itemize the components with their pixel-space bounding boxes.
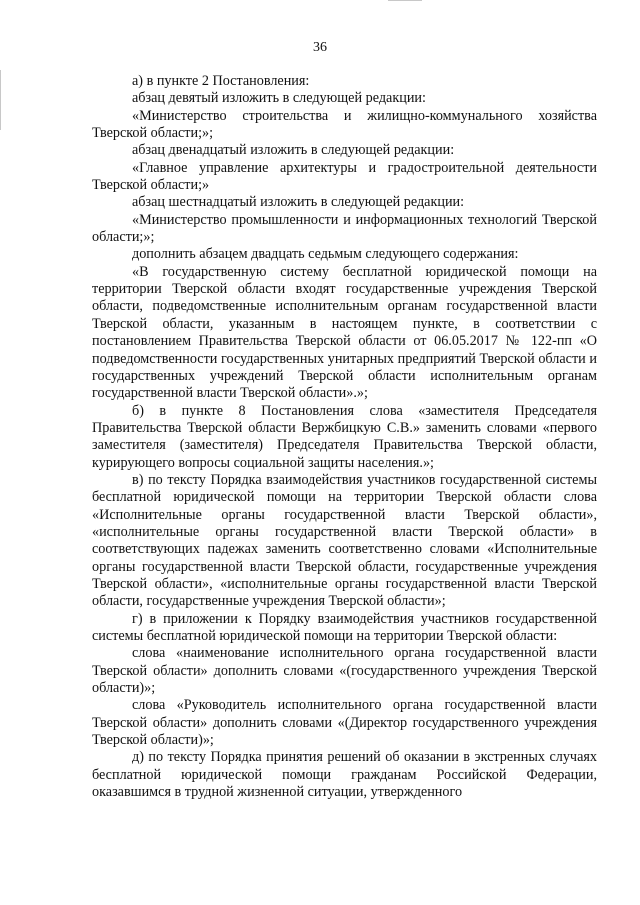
paragraph: «Главное управление архитектуры и градостроительной деятельности Тверской области;»	[92, 159, 597, 194]
paragraph: «В государственную систему бесплатной юридической помощи на территории Тверской области входят государственные учреждения Тверской области, подведомственные исполнительным органам государственной власти Тверской области, указанным в настоящем пункте, в соответствии с постановлением Правительства Тверской области от 06.05.2017 № 122-пп «О подведомственности государственных унитарных предприятий Тверской области и государственных учреждений Тверской области исполнительным органам государственной власти Тверской области».»;	[92, 263, 597, 402]
paragraph: б) в пункте 8 Постановления слова «заместителя Председателя Правительства Тверской области Вержбицкую С.В.» заменить словами «первого заместителя (заместителя) Председателя Правительства Тверской области, курирующего вопросы социальной защиты населения.»;	[92, 402, 597, 471]
paragraph: абзац девятый изложить в следующей редакции:	[132, 90, 426, 107]
paragraph: абзац шестнадцатый изложить в следующей редакции:	[132, 194, 465, 211]
paragraph: слова «Руководитель исполнительного органа государственной власти Тверской области» дополнить словами «(Директор государственного учреждения Тверской области)»;	[92, 697, 597, 749]
paragraph: дополнить абзацем двадцать седьмым следующего содержания:	[132, 246, 519, 263]
scan-artifact-top	[388, 0, 422, 1]
paragraph: д) по тексту Порядка принятия решений об оказании в экстренных случаях бесплатной юридической помощи гражданам Российской Федерации, оказавшимся в трудной жизненной ситуации, утвержденного	[92, 749, 597, 801]
paragraph: абзац двенадцатый изложить в следующей редакции:	[132, 142, 455, 159]
paragraph: г) в приложении к Порядку взаимодействия участников государственной системы бесплатной юридической помощи на территории Тверской области:	[92, 610, 597, 644]
paragraph: «Министерство строительства и жилищно-коммунального хозяйства Тверской области;»;	[92, 107, 597, 142]
scan-artifact-left	[0, 70, 1, 130]
paragraph: «Министерство промышленности и информационных технологий Тверской области;»;	[92, 211, 597, 246]
paragraph: слова «наименование исполнительного органа государственной власти Тверской области» дополнить словами «(государственного учреждения Тверской области)»;	[92, 645, 597, 697]
page-number: 36	[313, 40, 327, 55]
paragraph: а) в пункте 2 Постановления:	[132, 73, 310, 89]
document-body	[92, 73, 597, 801]
paragraph: в) по тексту Порядка взаимодействия участников государственной системы бесплатной юридической помощи на территории Тверской области слова «Исполнительные органы государственной власти Тверской области», «исполнительные органы государственной власти Тверской области» в соответствующих падежах заменить соответственно словами «Исполнительные органы государственной власти Тверской области, государственные учреждения Тверской области», «исполнительные органы государственной власти Тверской области, государственные учреждения Тверской области»;	[92, 471, 597, 610]
